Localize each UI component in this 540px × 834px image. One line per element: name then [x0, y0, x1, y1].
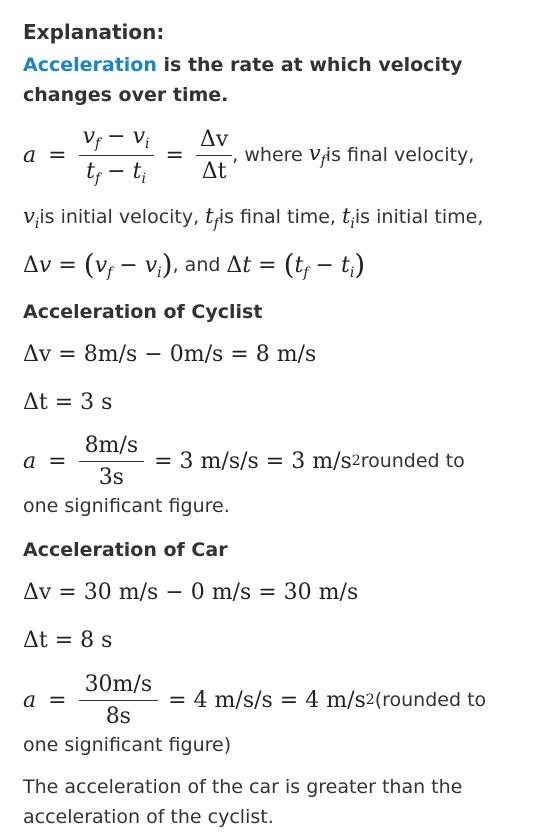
vf-description: is final velocity,	[325, 144, 475, 166]
conclusion-line-2: acceleration of the cyclist.	[23, 806, 274, 828]
car-delta-v: Δv = 30 m/s − 0 m/s = 30 m/s	[23, 580, 359, 605]
car-denominator: 8s	[79, 700, 159, 729]
delta-definitions	[23, 248, 365, 281]
formula-denominator: $t_f - t_i$	[79, 155, 154, 187]
ti-description: is initial time,	[354, 206, 484, 228]
cyclist-rounded: rounded to	[360, 450, 465, 472]
formula-where: , where	[232, 144, 303, 166]
formula-equals: =	[48, 142, 67, 168]
vi-description: is initial velocity,	[39, 206, 200, 228]
cyclist-fraction	[79, 433, 145, 490]
cyclist-denominator: 3s	[79, 461, 145, 490]
cyclist-rounded-line-2: one significant figure.	[23, 495, 230, 517]
cyclist-delta-v: Δv = 8m/s − 0m/s = 8 m/s	[23, 342, 317, 367]
car-rounded: (rounded to	[374, 689, 487, 711]
formula-denominator-2: Δt	[196, 155, 232, 184]
delta-t-definition: $\Delta t = (t_f - t_i)$	[226, 248, 366, 281]
car-delta-t: Δt = 8 s	[23, 628, 113, 653]
formula-equals-2: =	[165, 142, 184, 168]
car-title: Acceleration of Car	[23, 539, 228, 561]
vf-symbol: $v_f$	[308, 141, 326, 169]
car-acceleration	[23, 667, 486, 733]
cyclist-numerator: 8m/s	[84, 432, 139, 458]
car-fraction	[79, 672, 159, 729]
ti-symbol: $t_i$	[341, 204, 355, 232]
intro-line-2: changes over time.	[23, 84, 229, 106]
cyclist-equals: =	[48, 448, 67, 474]
intro-line-1	[23, 54, 462, 76]
acceleration-formula	[23, 122, 474, 188]
cyclist-acceleration	[23, 428, 465, 494]
cyclist-result: = 3 m/s/s = 3 m/s	[154, 448, 352, 474]
tf-description: is final time,	[218, 206, 336, 228]
acceleration-link[interactable]: Acceleration	[23, 54, 157, 76]
cyclist-a: a	[23, 448, 37, 474]
tf-symbol: $t_f$	[205, 204, 219, 232]
car-exponent: 2	[365, 692, 375, 708]
formula-fraction-1	[79, 124, 154, 187]
delta-v-definition: $\Delta v = (v_f - v_i)$	[23, 248, 173, 281]
formula-fraction-2	[196, 127, 232, 184]
cyclist-delta-t: Δt = 3 s	[23, 390, 113, 415]
definitions-line	[23, 204, 483, 232]
car-rounded-line-2: one significant figure)	[23, 734, 232, 756]
car-equals: =	[48, 687, 67, 713]
and-text: , and	[172, 253, 221, 276]
formula-numerator-2: Δv	[199, 126, 229, 152]
car-numerator: 30m/s	[84, 671, 153, 697]
formula-numerator: $v_f - v_i$	[82, 123, 150, 152]
cyclist-exponent: 2	[351, 453, 361, 469]
conclusion-line-1: The acceleration of the car is greater than the	[23, 776, 463, 798]
car-result: = 4 m/s/s = 4 m/s	[168, 687, 366, 713]
car-a: a	[23, 687, 37, 713]
section-heading: Explanation:	[23, 20, 165, 44]
formula-a: a	[23, 142, 37, 168]
cyclist-title: Acceleration of Cyclist	[23, 301, 263, 323]
vi-symbol: $v_i$	[23, 204, 40, 232]
intro-text: is the rate at which velocity	[156, 54, 463, 76]
